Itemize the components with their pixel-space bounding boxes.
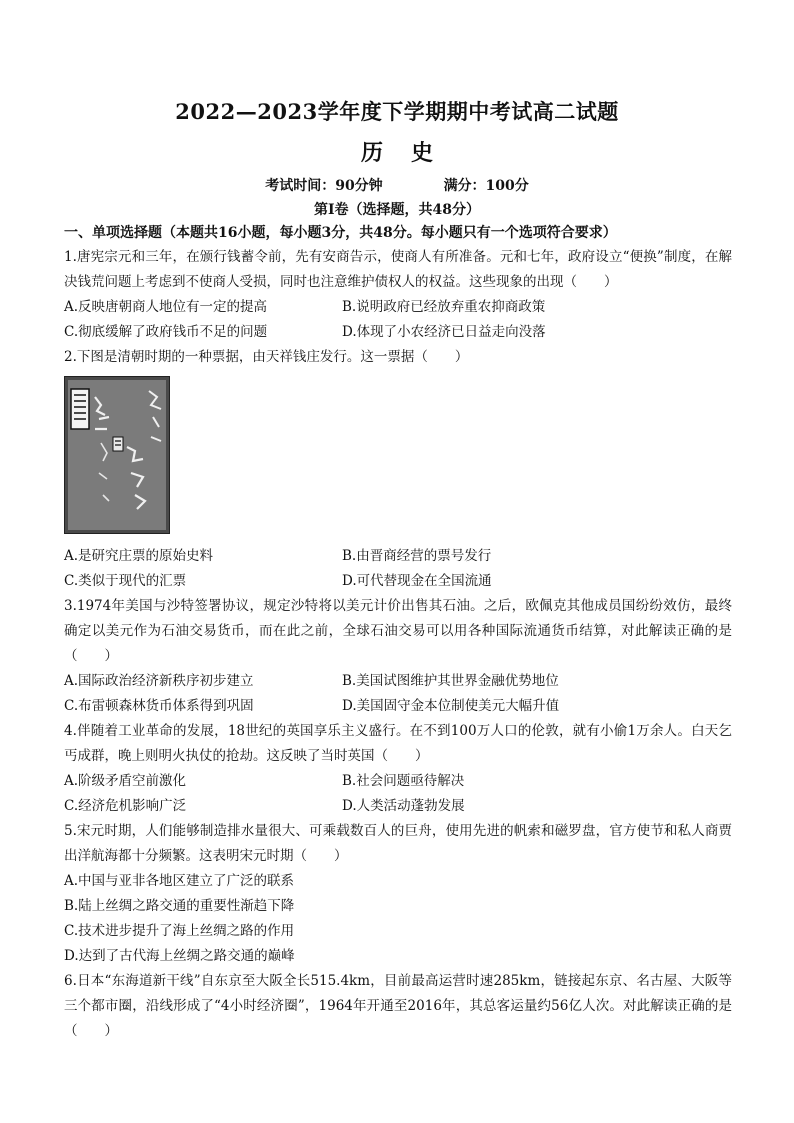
option: C.技术进步提升了海上丝绸之路的作用: [64, 923, 295, 939]
question-options: [64, 295, 732, 345]
exam-title: 2022—2023学年度下学期期中考试高二试题: [175, 99, 619, 124]
option: D.美国固守金本位制使美元大幅升值: [342, 698, 560, 714]
option: D.人类活动蓬勃发展: [342, 798, 465, 814]
option: B.社会问题亟待解决: [342, 773, 465, 789]
option: A.中国与亚非各地区建立了广泛的联系: [64, 873, 295, 889]
option: D.达到了古代海上丝绸之路交通的巅峰: [64, 948, 295, 964]
exam-score: 满分：100分: [443, 178, 529, 194]
question-stem: 4.伴随着工业革命的发展，18世纪的英国享乐主义盛行。在不到100万人口的伦敦，就有小偷1万余人。白天乞丐成群，晚上则明火执仗的抢劫。这反映了当时英国（ ）: [64, 723, 732, 764]
section-heading: 一、单项选择题（本题共16小题，每小题3分，共48分。每小题只有一个选项符合要求）: [64, 225, 617, 241]
question-options: [64, 669, 732, 719]
question-stem: 2.下图是清朝时期的一种票据，由天祥钱庄发行。这一票据（ ）: [64, 349, 469, 365]
option: B.说明政府已经放弃重农抑商政策: [342, 299, 546, 315]
questions-body: [64, 221, 732, 1044]
qing-banknote-image: [64, 376, 170, 534]
exam-meta: [0, 175, 794, 195]
question-stem: 6.日本“东海道新干线”自东京至大阪全长515.4km，目前最高运营时速285km，链接起东京、名古屋、大阪等三个都市圈，沿线形成了“4小时经济圈”，1964年开通至2016年，其总客运量约56亿人次。对此解读正确的是（ ）: [64, 973, 732, 1039]
option: D.体现了小农经济已日益走向没落: [342, 324, 546, 340]
option: B.由晋商经营的票号发行: [342, 548, 492, 564]
question-stem: 3.1974年美国与沙特签署协议，规定沙特将以美元计价出售其石油。之后，欧佩克其他成员国纷纷效仿，最终确定以美元作为石油交易货币，而在此之前，全球石油交易可以用各种国际流通货币结算，对此解读正确的是（ ）: [64, 598, 732, 664]
banknote-drawing: [65, 377, 169, 533]
option: A.反映唐朝商人地位有一定的提高: [64, 299, 268, 315]
option: B.美国试图维护其世界金融优势地位: [342, 673, 559, 689]
option: B.陆上丝绸之路交通的重要性渐趋下降: [64, 898, 295, 914]
option: C.彻底缓解了政府钱币不足的问题: [64, 324, 268, 340]
question-options: [64, 869, 732, 969]
option: A.阶级矛盾空前激化: [64, 773, 187, 789]
option: A.是研究庄票的原始史料: [64, 548, 214, 564]
option: D.可代替现金在全国流通: [342, 573, 492, 589]
question-stem: 1.唐宪宗元和三年，在颁行钱蓄令前，先有安商告示，使商人有所准备。元和七年，政府设立“便换”制度，在解决钱荒问题上考虑到不使商人受损，同时也注意维护债权人的权益。这些现象的出现（ ）: [64, 249, 732, 290]
option: C.经济危机影响广泛: [64, 798, 187, 814]
question-stem: 5.宋元时期，人们能够制造排水量很大、可乘载数百人的巨舟，使用先进的帆索和磁罗盘，官方使节和私人商贾出洋航海都十分频繁。这表明宋元时期（ ）: [64, 823, 732, 864]
volume-heading: 第Ⅰ卷（选择题，共48分）: [313, 202, 481, 218]
question-options: [64, 769, 732, 819]
option: C.类似于现代的汇票: [64, 573, 187, 589]
question-options: [64, 544, 732, 594]
option: A.国际政治经济新秩序初步建立: [64, 673, 254, 689]
exam-time: 考试时间：90分钟: [265, 178, 383, 194]
option: C.布雷顿森林货币体系得到巩固: [64, 698, 254, 714]
subject-title: 历史: [360, 140, 461, 166]
